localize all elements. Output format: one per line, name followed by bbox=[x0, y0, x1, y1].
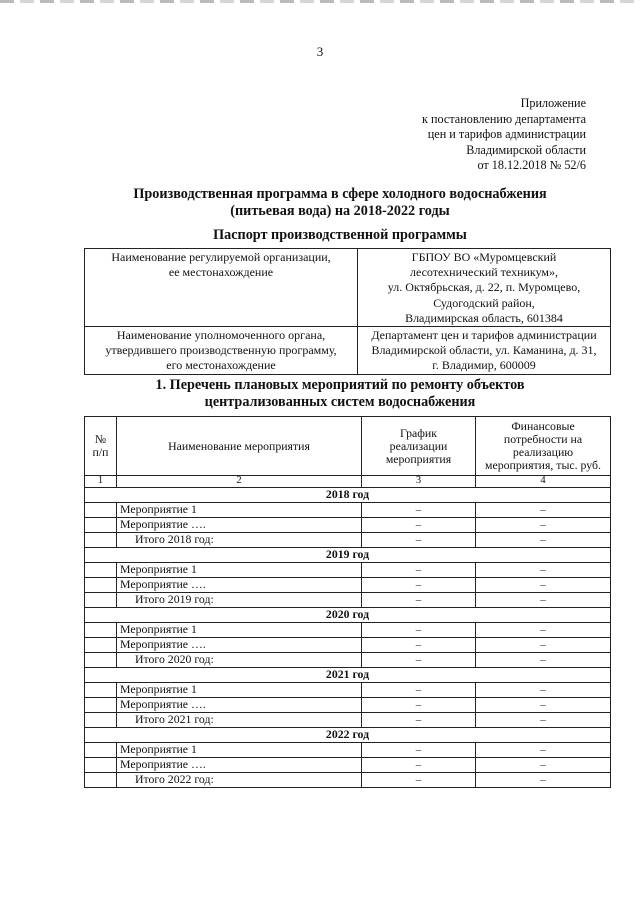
events-table bbox=[84, 416, 611, 788]
text-line: Департамент цен и тарифов администрации bbox=[371, 328, 597, 343]
finance-value: – bbox=[476, 698, 611, 713]
event-name: Мероприятие …. bbox=[117, 578, 362, 593]
table-row bbox=[85, 623, 611, 638]
appendix-line: Владимирской области bbox=[466, 142, 586, 157]
row-number-cell bbox=[85, 683, 117, 698]
passport-label bbox=[85, 327, 358, 375]
year-row bbox=[85, 668, 611, 683]
schedule-value: – bbox=[362, 743, 476, 758]
passport-title: Паспорт производственной программы bbox=[213, 227, 467, 243]
row-number-cell bbox=[85, 758, 117, 773]
schedule-value: – bbox=[362, 578, 476, 593]
year-label: 2018 год bbox=[85, 488, 611, 503]
total-row bbox=[85, 773, 611, 788]
passport-label bbox=[85, 249, 358, 327]
finance-value: – bbox=[476, 533, 611, 548]
passport-row bbox=[85, 327, 611, 375]
appendix-line: к постановлению департамента bbox=[422, 111, 586, 126]
row-number-cell bbox=[85, 563, 117, 578]
section-title-line: 1. Перечень плановых мероприятий по ремонту объектов bbox=[155, 377, 525, 393]
table-row bbox=[85, 683, 611, 698]
schedule-value: – bbox=[362, 683, 476, 698]
table-header-row bbox=[85, 417, 611, 476]
text-line: Владимирской области, ул. Каманина, д. 31, bbox=[371, 343, 597, 358]
text-line: График bbox=[400, 425, 437, 440]
row-number-cell bbox=[85, 623, 117, 638]
finance-value: – bbox=[476, 593, 611, 608]
text-line: Наименование регулируемой организации, bbox=[111, 250, 331, 264]
finance-value: – bbox=[476, 503, 611, 518]
year-row bbox=[85, 488, 611, 503]
schedule-value: – bbox=[362, 698, 476, 713]
header-schedule bbox=[362, 417, 476, 476]
table-row bbox=[85, 743, 611, 758]
year-groups bbox=[85, 488, 611, 788]
year-row bbox=[85, 728, 611, 743]
total-label: Итого 2021 год: bbox=[117, 713, 362, 728]
finance-value: – bbox=[476, 713, 611, 728]
appendix-line: цен и тарифов администрации bbox=[427, 127, 586, 142]
finance-value: – bbox=[476, 683, 611, 698]
event-name: Мероприятие 1 bbox=[117, 563, 362, 578]
total-label: Итого 2019 год: bbox=[117, 593, 362, 608]
col-number: 4 bbox=[476, 476, 611, 488]
text-line: п/п bbox=[92, 445, 109, 459]
schedule-value: – bbox=[362, 773, 476, 788]
event-name: Мероприятие …. bbox=[117, 698, 362, 713]
text-line: потребности на bbox=[503, 432, 583, 446]
table-row bbox=[85, 698, 611, 713]
row-number-cell bbox=[85, 653, 117, 668]
appendix-line: от 18.12.2018 № 52/6 bbox=[477, 158, 586, 173]
year-label: 2019 год bbox=[85, 548, 611, 563]
schedule-value: – bbox=[362, 713, 476, 728]
appendix-line: Приложение bbox=[520, 96, 586, 110]
appendix-block bbox=[422, 96, 586, 174]
schedule-value: – bbox=[362, 638, 476, 653]
text-line: № bbox=[94, 432, 107, 446]
passport-table bbox=[84, 248, 611, 375]
finance-value: – bbox=[476, 578, 611, 593]
document-title bbox=[60, 186, 620, 220]
text-line: ее местонахождение bbox=[168, 265, 274, 280]
total-label: Итого 2022 год: bbox=[117, 773, 362, 788]
table-row bbox=[85, 518, 611, 533]
total-label: Итого 2020 год: bbox=[117, 653, 362, 668]
schedule-value: – bbox=[362, 563, 476, 578]
row-number-cell bbox=[85, 698, 117, 713]
row-number-cell bbox=[85, 533, 117, 548]
header-num bbox=[85, 417, 117, 476]
finance-value: – bbox=[476, 638, 611, 653]
schedule-value: – bbox=[362, 533, 476, 548]
col-number: 1 bbox=[85, 476, 117, 488]
table-row bbox=[85, 758, 611, 773]
text-line: мероприятия, тыс. руб. bbox=[485, 458, 601, 472]
text-line: реализацию bbox=[512, 445, 574, 459]
event-name: Мероприятие 1 bbox=[117, 503, 362, 518]
event-name: Мероприятие …. bbox=[117, 638, 362, 653]
event-name: Мероприятие 1 bbox=[117, 683, 362, 698]
header-finance bbox=[476, 417, 611, 476]
year-label: 2022 год bbox=[85, 728, 611, 743]
row-number-cell bbox=[85, 638, 117, 653]
text-line: г. Владимир, 600009 bbox=[432, 358, 536, 373]
event-name: Мероприятие 1 bbox=[117, 623, 362, 638]
passport-value bbox=[358, 249, 611, 327]
year-label: 2020 год bbox=[85, 608, 611, 623]
section-title-line: централизованных систем водоснабжения bbox=[204, 394, 476, 410]
row-number-cell bbox=[85, 773, 117, 788]
year-row bbox=[85, 548, 611, 563]
row-number-cell bbox=[85, 518, 117, 533]
finance-value: – bbox=[476, 623, 611, 638]
text-line: мероприятия bbox=[385, 451, 452, 466]
finance-value: – bbox=[476, 758, 611, 773]
schedule-value: – bbox=[362, 518, 476, 533]
title-line: Производственная программа в сфере холодного водоснабжения bbox=[133, 186, 547, 202]
row-number-cell bbox=[85, 713, 117, 728]
passport-row bbox=[85, 249, 611, 327]
table-row bbox=[85, 578, 611, 593]
text-line: утвердившего производственную программу, bbox=[105, 343, 337, 358]
year-row bbox=[85, 608, 611, 623]
row-number-cell bbox=[85, 743, 117, 758]
year-label: 2021 год bbox=[85, 668, 611, 683]
page-number: 3 bbox=[316, 44, 324, 59]
text-line: его местонахождение bbox=[166, 358, 276, 373]
title-line: (питьевая вода) на 2018-2022 годы bbox=[230, 203, 450, 219]
text-line: Наименование уполномоченного органа, bbox=[116, 328, 326, 343]
event-name: Мероприятие …. bbox=[117, 518, 362, 533]
passport-value bbox=[358, 327, 611, 375]
text-line: лесотехнический техникум», bbox=[409, 265, 559, 280]
total-row bbox=[85, 533, 611, 548]
row-number-cell bbox=[85, 593, 117, 608]
table-row bbox=[85, 563, 611, 578]
col-number: 3 bbox=[362, 476, 476, 488]
text-line: Владимирская область, 601384 bbox=[405, 310, 563, 325]
finance-value: – bbox=[476, 518, 611, 533]
schedule-value: – bbox=[362, 653, 476, 668]
finance-value: – bbox=[476, 563, 611, 578]
header-name: Наименование мероприятия bbox=[117, 417, 362, 476]
finance-value: – bbox=[476, 653, 611, 668]
finance-value: – bbox=[476, 773, 611, 788]
text-line: реализации bbox=[389, 438, 448, 453]
text-line: Финансовые bbox=[511, 419, 575, 433]
table-row bbox=[85, 503, 611, 518]
event-name: Мероприятие …. bbox=[117, 758, 362, 773]
row-number-cell bbox=[85, 503, 117, 518]
schedule-value: – bbox=[362, 758, 476, 773]
scan-top-edge bbox=[0, 0, 640, 3]
schedule-value: – bbox=[362, 623, 476, 638]
row-number-cell bbox=[85, 578, 117, 593]
table-row bbox=[85, 638, 611, 653]
col-number: 2 bbox=[117, 476, 362, 488]
text-line: ул. Октябрьская, д. 22, п. Муромцево, bbox=[387, 280, 581, 295]
total-row bbox=[85, 653, 611, 668]
total-label: Итого 2018 год: bbox=[117, 533, 362, 548]
event-name: Мероприятие 1 bbox=[117, 743, 362, 758]
total-row bbox=[85, 713, 611, 728]
section-title bbox=[60, 377, 620, 411]
schedule-value: – bbox=[362, 503, 476, 518]
column-number-row bbox=[85, 476, 611, 488]
schedule-value: – bbox=[362, 593, 476, 608]
finance-value: – bbox=[476, 743, 611, 758]
text-line: Судогодский район, bbox=[433, 295, 535, 310]
total-row bbox=[85, 593, 611, 608]
text-line: ГБПОУ ВО «Муромцевский bbox=[411, 250, 557, 264]
